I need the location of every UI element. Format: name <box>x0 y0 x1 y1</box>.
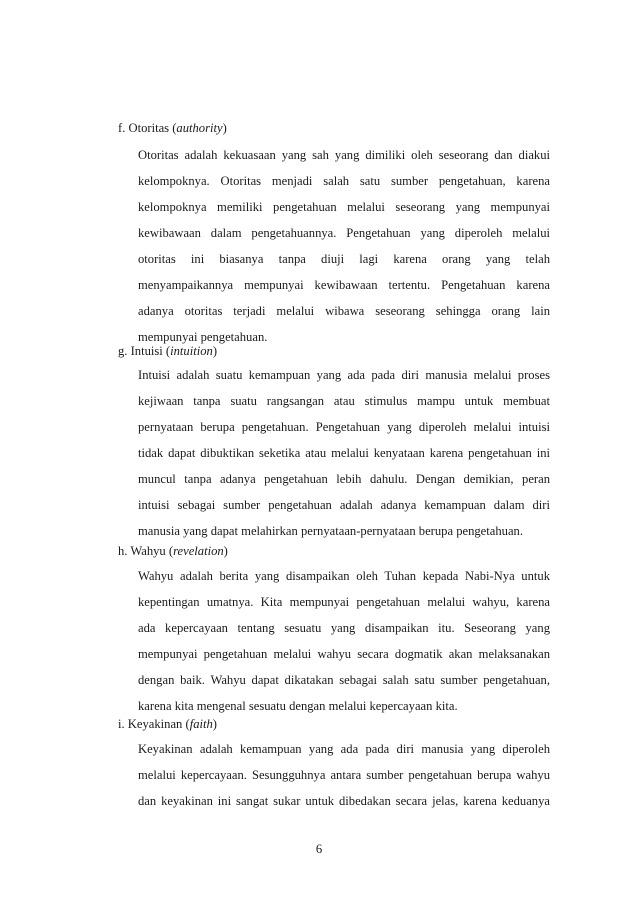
paragraph-line: kelompoknya. Otoritas menjadi salah satu sumber pengetahuan, karena <box>138 174 550 188</box>
page-number: 6 <box>315 842 323 856</box>
paragraph-line: menyampaikannya mempunyai kewibawaan tertentu. Pengetahuan karena <box>138 278 550 292</box>
section-heading: i. Keyakinan (faith) <box>118 717 217 731</box>
paragraph-line: kejiwaan tanpa suatu rangsangan atau stimulus mampu untuk membuat <box>138 394 550 408</box>
section-intuition <box>118 343 550 538</box>
section-faith <box>118 716 550 806</box>
paragraph-line: intuisi sebagai sumber pengetahuan adalah adanya kemampuan dalam diri <box>138 498 550 512</box>
paragraph-line: karena kita mengenal sesuatu dengan melalui kepercayaan kita. <box>138 699 458 713</box>
paragraph-line: dengan baik. Wahyu dapat dikatakan sebagai salah satu sumber pengetahuan, <box>138 673 550 687</box>
paragraph-line: melalui kepercayaan. Sesungguhnya antara sumber pengetahuan berupa wahyu <box>138 768 550 782</box>
paragraph-line: Intuisi adalah suatu kemampuan yang ada pada diri manusia melalui proses <box>138 368 550 382</box>
paragraph-line: kewibawaan dalam pengetahuannya. Pengetahuan yang diperoleh melalui <box>138 226 550 240</box>
paragraph-line: Keyakinan adalah kemampuan yang ada pada diri manusia yang diperoleh <box>138 742 550 756</box>
paragraph-line: Wahyu adalah berita yang disampaikan oleh Tuhan kepada Nabi-Nya untuk <box>138 569 550 583</box>
paragraph-line: pernyataan berupa pengetahuan. Pengetahuan yang diperoleh melalui intuisi <box>138 420 550 434</box>
paragraph-line: tidak dapat dibuktikan seketika atau melalui kenyataan karena pengetahuan ini <box>138 446 550 460</box>
paragraph-line: Otoritas adalah kekuasaan yang sah yang dimiliki oleh seseorang dan diakui <box>138 148 550 162</box>
paragraph-line: otoritas ini biasanya tanpa diuji lagi karena orang yang telah <box>138 252 550 266</box>
paragraph-line: kepentingan umatnya. Kita mempunyai pengetahuan melalui wahyu, karena <box>138 595 550 609</box>
section-authority <box>118 120 550 344</box>
section-heading: g. Intuisi (intuition) <box>118 344 218 358</box>
paragraph-line: kelompoknya memiliki pengetahuan melalui seseorang yang mempunyai <box>138 200 550 214</box>
paragraph-line: mempunyai pengetahuan. <box>138 330 268 344</box>
paragraph-line: muncul tanpa adanya pengetahuan lebih dahulu. Dengan demikian, peran <box>138 472 550 486</box>
section-heading: f. Otoritas (authority) <box>118 121 227 135</box>
paragraph-line: ada kepercayaan tentang sesuatu yang disampaikan itu. Seseorang yang <box>138 621 550 635</box>
section-revelation <box>118 543 550 713</box>
paragraph-line: manusia yang dapat melahirkan pernyataan-pernyataan berupa pengetahuan. <box>138 524 523 538</box>
paragraph-line: adanya otoritas terjadi melalui wibawa seseorang sehingga orang lain <box>138 304 550 318</box>
paragraph-line: dan keyakinan ini sangat sukar untuk dibedakan secara jelas, karena keduanya <box>138 794 550 808</box>
paragraph-line: mempunyai pengetahuan melalui wahyu secara dogmatik akan melaksanakan <box>138 647 550 661</box>
section-heading: h. Wahyu (revelation) <box>118 544 228 558</box>
